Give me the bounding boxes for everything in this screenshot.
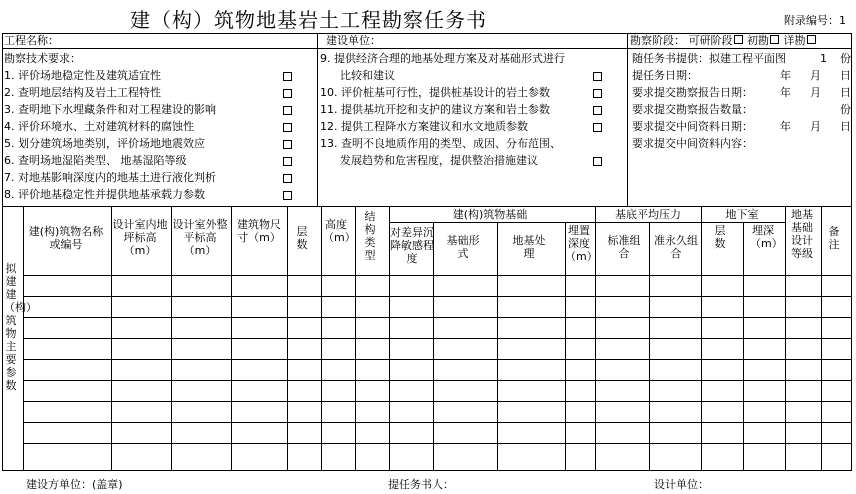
- col-size: 建筑物尺寸（m）: [237, 218, 281, 244]
- stage-label: 勘察阶段：: [630, 34, 685, 47]
- requirement-checkbox-1[interactable]: [283, 72, 292, 81]
- col-height: 高度（m）: [323, 218, 356, 244]
- requirement-item: 10. 评价桩基可行性，提供桩基设计的岩土参数: [320, 86, 550, 99]
- requirement-checkbox-10[interactable]: [593, 89, 602, 98]
- col-remark: 备注: [828, 225, 840, 251]
- requirement-checkbox-7[interactable]: [283, 174, 292, 183]
- requirement-checkbox-8[interactable]: [283, 191, 292, 200]
- requirement-item: 4. 评价环境水、土对建筑材料的腐蚀性: [4, 120, 194, 133]
- requirement-checkbox-11[interactable]: [593, 106, 602, 115]
- requirement-checkbox-9[interactable]: [593, 72, 602, 81]
- requirement-checkbox-12[interactable]: [593, 123, 602, 132]
- requirement-item-cont: 发展趋势和危害程度，提供整治措施建议: [340, 154, 538, 167]
- stage-preliminary: 初勘: [747, 34, 769, 47]
- requirement-item-cont: 比较和建议: [340, 69, 395, 82]
- designer: 设计单位：: [654, 478, 709, 491]
- requirement-item: 7. 对地基影响深度内的地基土进行液化判析: [4, 171, 216, 184]
- col-outdoor: 设计室外整平标高（m）: [172, 218, 228, 257]
- col-design-grade: 地基基础设计等级: [791, 208, 813, 260]
- day-label: 日: [840, 69, 851, 82]
- requirement-checkbox-3[interactable]: [283, 106, 292, 115]
- requirement-checkbox-13[interactable]: [593, 157, 602, 166]
- task-date-label: 提任务日期：: [632, 69, 698, 82]
- mid-date-label: 要求提交中间资料日期：: [632, 120, 753, 133]
- stage-preliminary-checkbox[interactable]: [770, 35, 779, 44]
- stage-detailed-checkbox[interactable]: [807, 35, 816, 44]
- report-count-label: 要求提交勘察报告数量：: [632, 103, 753, 116]
- col-found-type: 基础形式: [446, 234, 480, 260]
- submitter: 提任务书人：: [388, 478, 454, 491]
- col-structure: 结构类型: [364, 210, 376, 262]
- unit-fen: 份: [840, 52, 851, 65]
- attached-drawing: 随任务书提供：拟建工程平面图: [632, 52, 786, 65]
- month-label: 月: [810, 120, 821, 133]
- builder-seal: 建设方单位：(盖章): [26, 478, 123, 491]
- project-name-label: 工程名称：: [4, 34, 59, 47]
- col-floors: 层数: [296, 225, 308, 251]
- col-b-floors: 层数: [714, 224, 726, 250]
- col-indoor: 设计室内地坪标高（m）: [112, 218, 168, 257]
- requirement-checkbox-2[interactable]: [283, 89, 292, 98]
- requirement-checkbox-5[interactable]: [283, 140, 292, 149]
- stage-selector: [630, 34, 817, 47]
- requirement-item: 12. 提供工程降水方案建议和水文地质参数: [320, 120, 528, 133]
- col-standard: 标准组合: [607, 234, 641, 260]
- requirement-item: 8. 评价地基稳定性并提供地基承载力参数: [4, 188, 205, 201]
- attached-count: 1: [820, 52, 827, 65]
- report-date-label: 要求提交勘察报告日期：: [632, 86, 753, 99]
- requirement-checkbox-4[interactable]: [283, 123, 292, 132]
- col-settlement: 对差异沉降敏感程度: [390, 226, 434, 265]
- side-label: 拟建建（构）筑物主要参数: [4, 262, 37, 392]
- requirement-item: 3. 查明地下水埋藏条件和对工程建设的影响: [4, 103, 216, 116]
- requirement-item: 1. 评价场地稳定性及建筑适宜性: [4, 69, 161, 82]
- appendix-number: 附录编号：1: [784, 14, 846, 27]
- requirement-checkbox-6[interactable]: [283, 157, 292, 166]
- col-b-depth: 埋深（m）: [750, 224, 783, 250]
- stage-detailed: 详勘: [783, 34, 806, 47]
- requirement-item: 5. 划分建筑场地类别，评价场地地震效应: [4, 137, 205, 150]
- month-label: 月: [810, 69, 821, 82]
- requirements-label: 勘察技术要求：: [4, 52, 81, 65]
- col-quasi: 准永久组合: [654, 234, 698, 260]
- year-label: 年: [780, 120, 791, 133]
- stage-feasibility: 可研阶段: [688, 34, 733, 47]
- year-label: 年: [780, 69, 791, 82]
- stage-feasibility-checkbox[interactable]: [734, 35, 743, 44]
- requirement-item: 11. 提供基坑开挖和支护的建议方案和岩土参数: [320, 103, 550, 116]
- col-group-foundation: 建(构)筑物基础: [452, 208, 528, 221]
- col-name: 建(构)筑物名称或编号: [28, 225, 104, 251]
- col-group-pressure: 基底平均压力: [615, 208, 681, 221]
- requirement-item: 2. 查明地层结构及岩土工程特性: [4, 86, 161, 99]
- col-group-basement: 地下室: [725, 208, 759, 221]
- document-title: 建（构）筑物地基岩土工程勘察任务书: [130, 8, 487, 32]
- day-label: 日: [840, 120, 851, 133]
- requirement-item: 6. 查明场地湿陷类型、 地基湿陷等级: [4, 154, 187, 167]
- day-label: 日: [840, 86, 851, 99]
- month-label: 月: [810, 86, 821, 99]
- requirement-item: 9. 提供经济合理的地基处理方案及对基础形式进行: [320, 52, 565, 65]
- unit-fen: 份: [840, 103, 851, 116]
- col-found-treat: 地基处理: [512, 234, 546, 260]
- year-label: 年: [780, 86, 791, 99]
- col-depth: 埋置深度（m）: [565, 224, 598, 263]
- requirement-item: 13. 查明不良地质作用的类型、成因、分布范围、: [320, 137, 561, 150]
- builder-label: 建设单位：: [326, 34, 381, 47]
- mid-content-label: 要求提交中间资料内容：: [632, 137, 753, 150]
